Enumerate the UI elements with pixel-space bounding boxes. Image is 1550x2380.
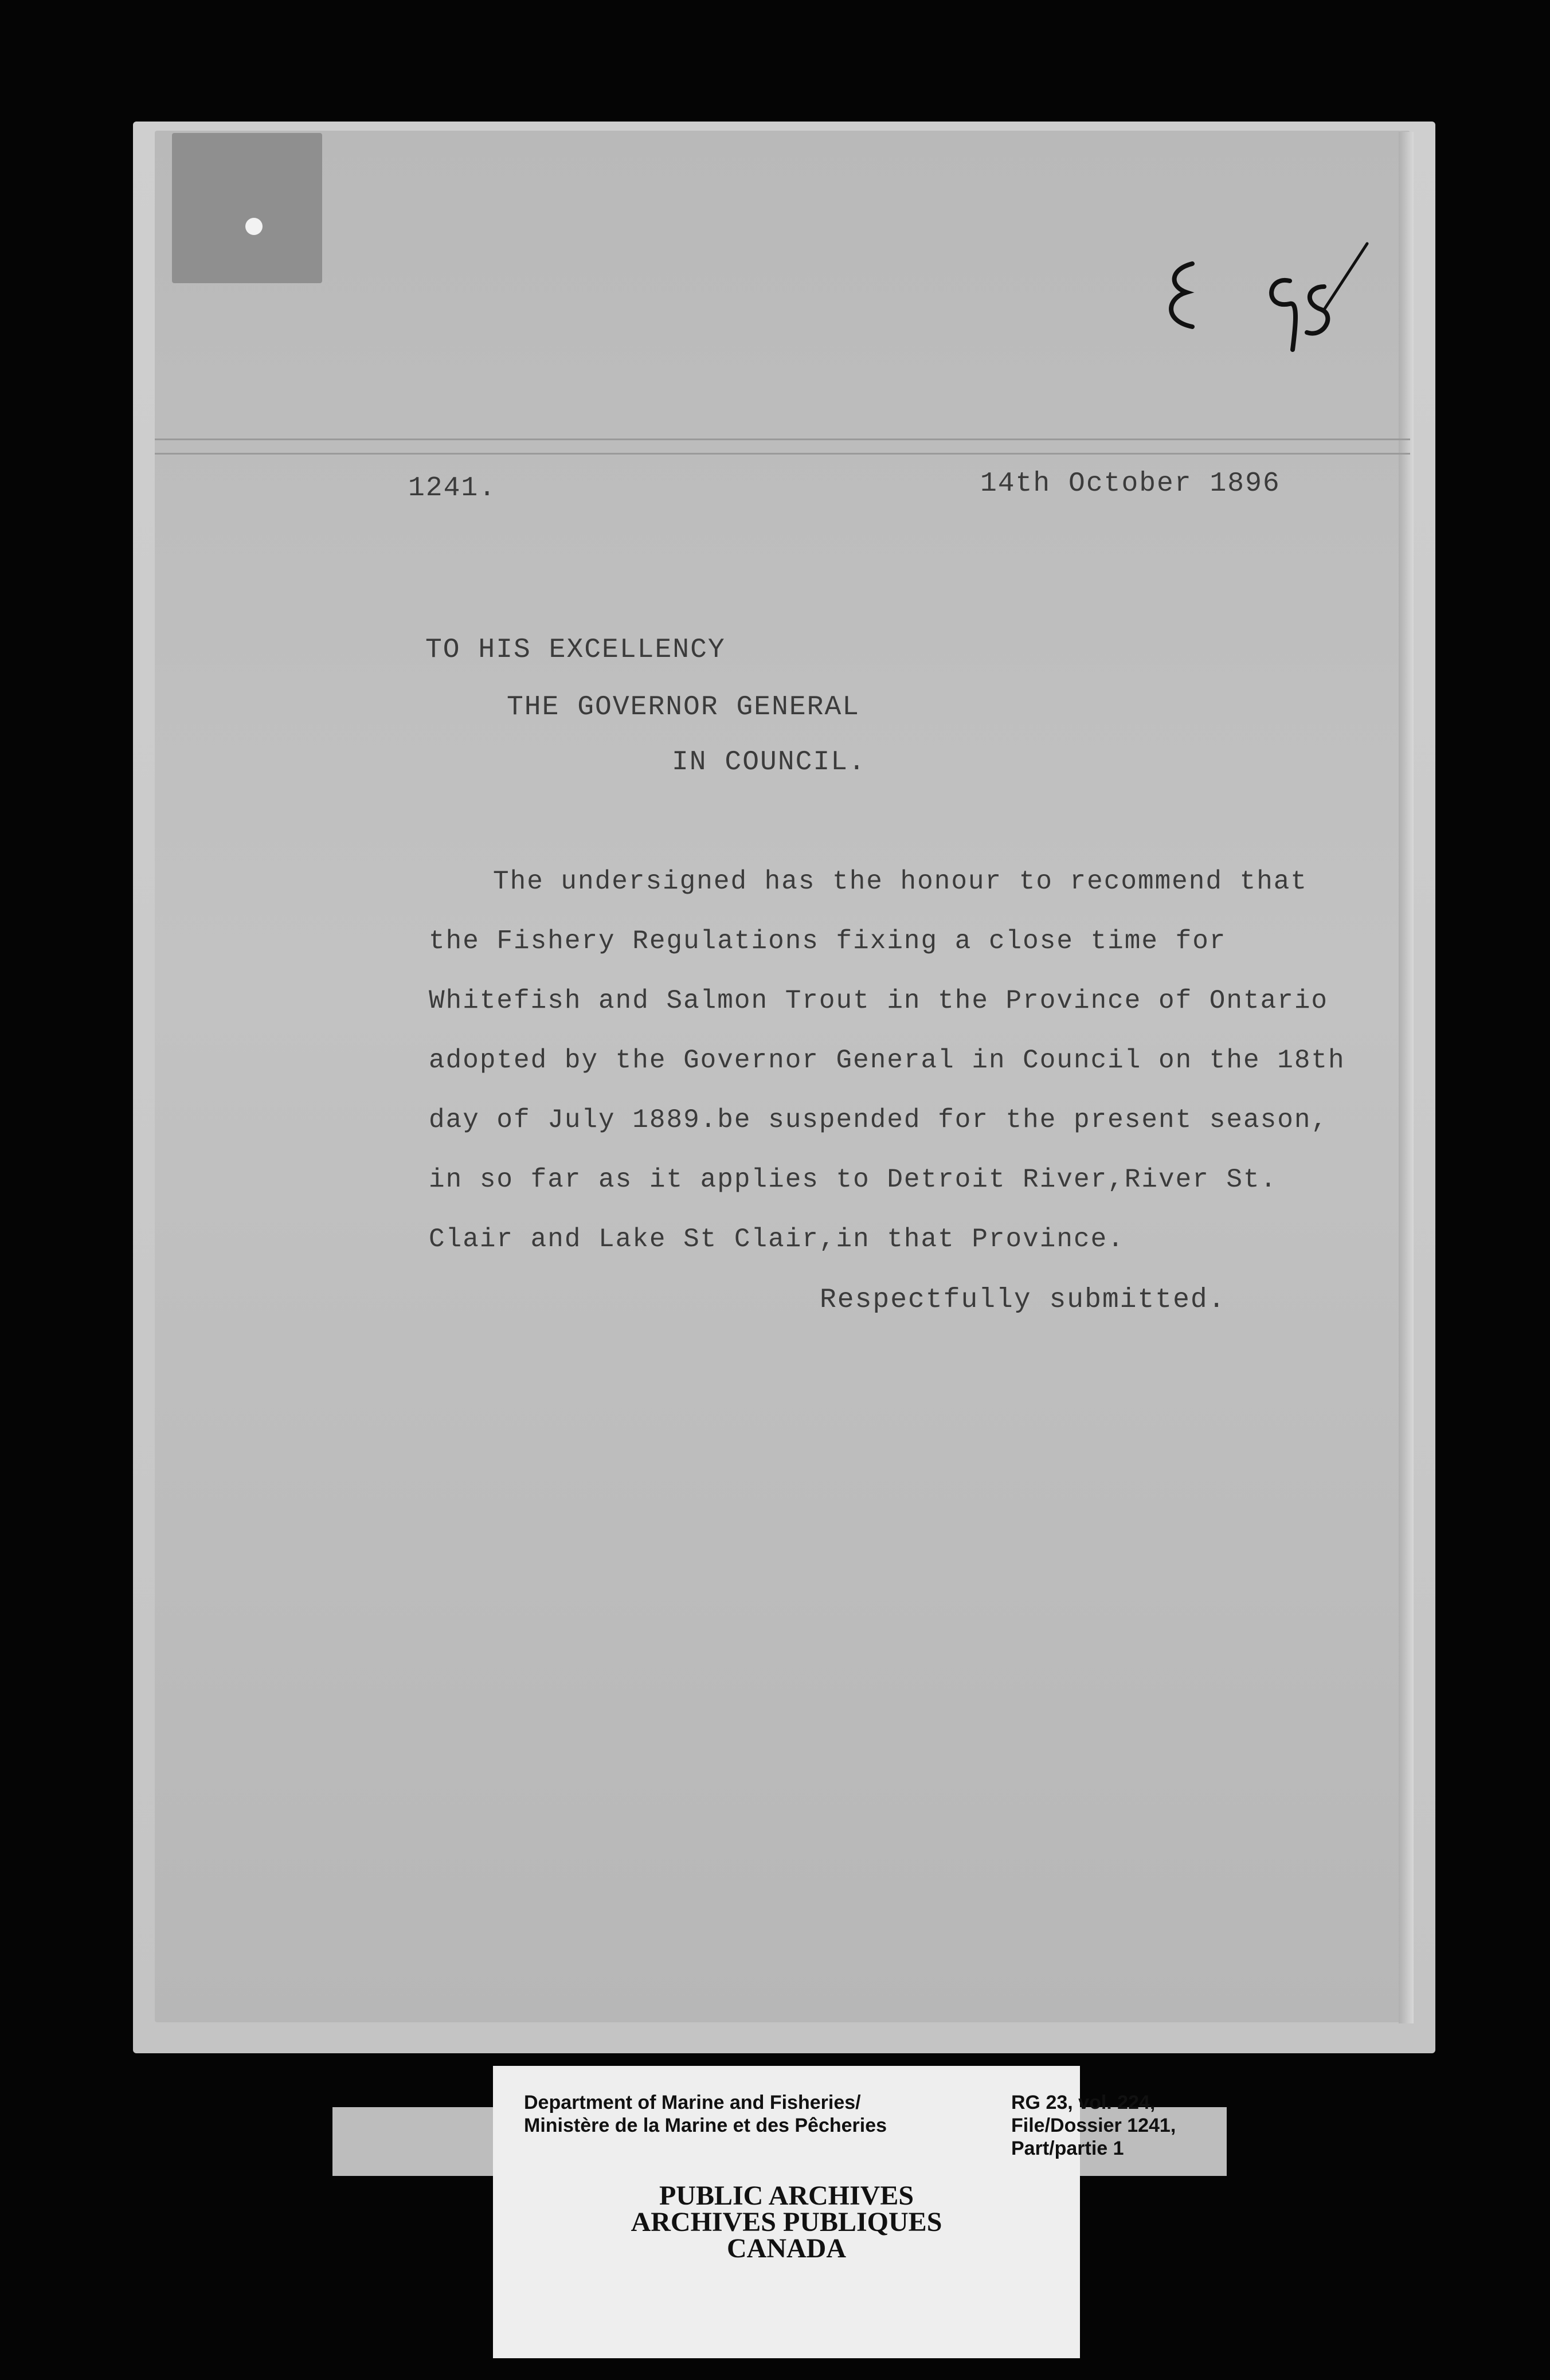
address-line: IN COUNCIL. [672,747,866,778]
body-line: day of July 1889.be suspended for the present season, [429,1105,1329,1135]
body-line: the Fishery Regulations fixing a close time for [429,926,1227,956]
body-line: Clair and Lake St Clair,in that Province. [429,1224,1125,1254]
address-line: THE GOVERNOR GENERAL [507,692,860,723]
body-line: adopted by the Governor General in Council on the 18th [429,1046,1345,1075]
department-name: Department of Marine and Fisheries/ Ministère de la Marine et des Pêcheries [524,2092,887,2136]
closing-line: Respectfully submitted. [820,1285,1226,1316]
letter-date: 14th October 1896 [980,468,1281,499]
corner-tab [172,133,322,283]
letter-body [429,852,1345,1269]
archive-reference: RG 23, vol. 224, File/Dossier 1241, Part/partie 1 [1011,2092,1176,2159]
handwritten-archival-mark [1152,241,1393,367]
archives-name: PUBLIC ARCHIVES ARCHIVES PUBLIQUES CANADA [631,2181,942,2264]
body-line: Whitefish and Salmon Trout in the Province of Ontario [429,986,1329,1016]
page-edge [1399,132,1414,2023]
body-line: in so far as it applies to Detroit River,River St. [429,1165,1278,1195]
body-line: The undersigned has the honour to recommend that [493,867,1308,897]
file-number: 1241. [408,473,497,504]
fold-line [155,439,1410,440]
punch-hole [245,218,263,235]
fold-line [155,453,1410,455]
address-line: TO HIS EXCELLENCY [425,635,726,666]
